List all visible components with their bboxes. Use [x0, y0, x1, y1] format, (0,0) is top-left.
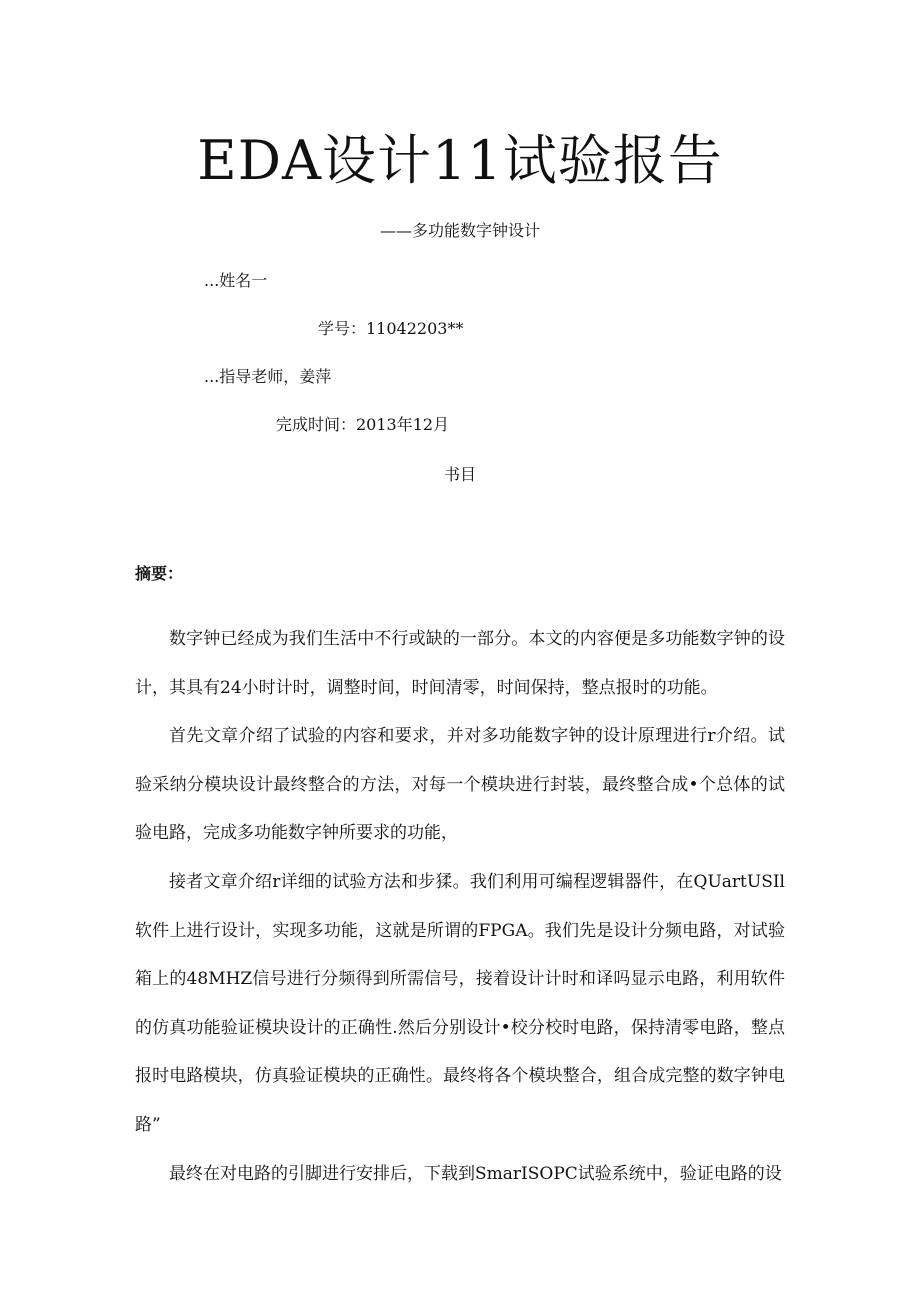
table-of-contents-label: 书目: [443, 465, 476, 484]
abstract-heading: 摘要：: [135, 564, 184, 583]
student-id-line: 学号：11042203**: [318, 319, 464, 338]
abstract-paragraph: 接者文章介绍r详细的试验方法和步猱。我们利用可编程逻辑器件，在QUartUSIl软件上进行设计，实现多功能，这就是所谓的FPGA。我们先是设计分频电路，对试验箱上的48MHZ信号进行分频得到所需信号，接着设计计时和译吗显示电路，利用软件的仿真功能验证模块设计的正确性.然后分别设计•校分校时电路，保持清零电路，整点报时电路模块，仿真验证模块的正确性。最终将各个模块整合，组合成完整的数字钟电路”: [135, 871, 785, 1135]
completion-date-line: 完成时间：2013年12月: [276, 415, 450, 434]
student-name-line: ...姓名一: [204, 271, 268, 290]
abstract-paragraph: 数字钟已经成为我们生活中不行或缺的一部分。本文的内容便是多功能数字钟的设计，其具有24小时计时，调整时间，时间清零，时间保持，整点报时的功能。: [135, 629, 785, 698]
abstract-paragraph: 最终在对电路的引脚进行安排后，下载到SmarISOPC试验系统中，验证电路的设: [169, 1163, 782, 1184]
advisor-line: ...指导老师，姜萍: [204, 367, 332, 386]
abstract-body: [135, 615, 785, 1198]
report-title: EDA设计11试验报告: [197, 129, 723, 192]
report-subtitle: ——多功能数字钟设计: [379, 221, 540, 240]
abstract-paragraph: 首先文章介绍了试验的内容和要求，并对多功能数字钟的设计原理进行r介绍。试验采纳分模块设计最终整合的方法，对每一个模块进行封装，最终整合成•个总体的试验电路，完成多功能数字钟所要求的功能，: [135, 726, 785, 844]
